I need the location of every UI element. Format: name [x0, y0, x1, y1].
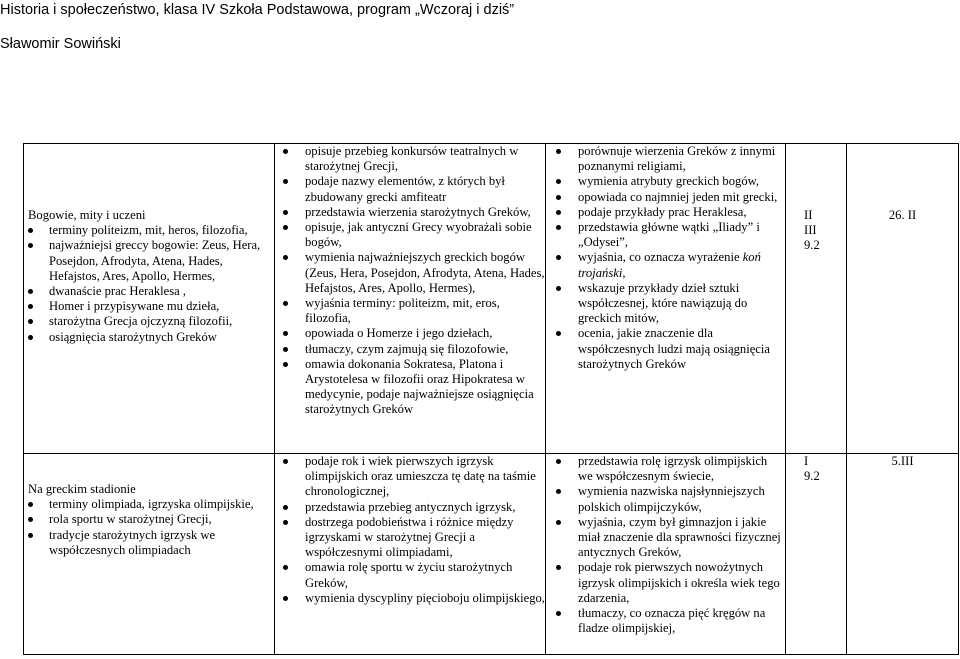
extended-requirements-cell [546, 144, 786, 454]
list-item: opisuje, jak antyczni Grecy wyobrażali sobie bogów, [275, 220, 545, 250]
list-item: tradycje starożytnych igrzysk we współczesnych olimpiadach [24, 528, 274, 558]
list-item: przedstawia główne wątki „Iliady” i „Odysei”, [546, 220, 785, 250]
list-item: Homer i przypisywane mu dzieła, [24, 299, 274, 314]
list-item: najważniejsi greccy bogowie: Zeus, Hera, Posejdon, Afrodyta, Atena, Hades, Hefajstos, Ares, Apollo, Hermes, [24, 238, 274, 284]
list-item: podaje rok i wiek pierwszych igrzysk olimpijskich oraz umieszcza tę datę na taśmie chronologicznej, [275, 454, 545, 500]
table-row [24, 144, 959, 454]
list-item: wyjaśnia, czym był gimnazjon i jakie miał znaczenie dla sprawności fizycznej antycznych Greków, [546, 515, 785, 561]
level-value: 9.2 [804, 469, 820, 484]
list-item: tłumaczy, czym zajmują się filozofowie, [275, 342, 545, 357]
level-cell [786, 144, 847, 454]
level-cell [786, 454, 847, 655]
list-item: porównuje wierzenia Greków z innymi poznanymi religiami, [546, 144, 785, 174]
list-item: opisuje przebieg konkursów teatralnych w starożytnej Grecji, [275, 144, 545, 174]
document-title: Historia i społeczeństwo, klasa IV Szkoła Podstawowa, program „Wczoraj i dziś” [0, 2, 515, 18]
list-item: przedstawia rolę igrzysk olimpijskich we współczesnym świecie, [546, 454, 785, 484]
list-item: wyjaśnia terminy: politeizm, mit, eros, filozofia, [275, 296, 545, 326]
extended-requirements-list [546, 144, 785, 372]
basic-requirements-list [275, 144, 545, 418]
basic-requirements-cell [275, 144, 546, 454]
topic-title: Na greckim stadionie [28, 482, 136, 496]
list-item: wskazuje przykłady dzieł sztuki współczesnej, które nawiązują do greckich mitów, [546, 281, 785, 327]
list-item: ocenia, jakie znaczenie dla współczesnych ludzi mają osiągnięcia starożytnych Greków [546, 326, 785, 372]
hours-value: 5.III [891, 454, 914, 468]
topic-list [24, 497, 274, 558]
list-item: podaje rok pierwszych nowożytnych igrzysk olimpijskich i określa wiek tego zdarzenia, [546, 560, 785, 606]
list-item: podaje przykłady prac Heraklesa, [546, 205, 785, 220]
list-item: wymienia najważniejszych greckich bogów (Zeus, Hera, Posejdon, Afrodyta, Atena, Hades, Hefajstos, Ares, Apollo, Hermes), [275, 250, 545, 296]
topic-title: Bogowie, mity i uczeni [28, 208, 146, 222]
document-author: Sławomir Sowiński [0, 36, 121, 52]
list-item: omawia dokonania Sokratesa, Platona i Arystotelesa w filozofii oraz Hipokratesa w medycynie, podaje najważniejsze osiągnięcia starożytnych Greków [275, 357, 545, 418]
list-item: starożytna Grecja ojczyzną filozofii, [24, 314, 274, 329]
level-value: II [804, 208, 813, 222]
hours-cell [847, 144, 959, 454]
emphasized-term: koń trojański [578, 250, 761, 280]
level-value: I [804, 454, 809, 468]
extended-requirements-list [546, 454, 785, 636]
list-item: omawia rolę sportu w życiu starożytnych Greków, [275, 560, 545, 590]
list-item: wymienia dyscypliny pięcioboju olimpijskiego, [275, 591, 545, 606]
hours-cell [847, 454, 959, 655]
list-item: terminy olimpiada, igrzyska olimpijskie, [24, 497, 274, 512]
list-item: rola sportu w starożytnej Grecji, [24, 512, 274, 527]
table-row [24, 454, 959, 655]
basic-requirements-list [275, 454, 545, 606]
topic-list [24, 223, 274, 345]
list-item: opowiada co najmniej jeden mit grecki, [546, 190, 785, 205]
hours-value: 26. II [888, 208, 917, 222]
list-item: dwanaście prac Heraklesa , [24, 284, 274, 299]
list-item: opowiada o Homerze i jego dziełach, [275, 326, 545, 341]
list-item: wyjaśnia, co oznacza wyrażenie koń trojański, [546, 250, 785, 280]
topic-cell [24, 144, 275, 454]
list-item: przedstawia wierzenia starożytnych Greków, [275, 205, 545, 220]
extended-requirements-cell [546, 454, 786, 655]
level-value: 9.2 [804, 238, 820, 253]
list-item: wymienia nazwiska najsłynniejszych polskich olimpijczyków, [546, 484, 785, 514]
list-item: terminy politeizm, mit, heros, filozofia, [24, 223, 274, 238]
list-item: tłumaczy, co oznacza pięć kręgów na fladze olimpijskiej, [546, 606, 785, 636]
list-item: osiągnięcia starożytnych Greków [24, 330, 274, 345]
list-item: podaje nazwy elementów, z których był zbudowany grecki amfiteatr [275, 174, 545, 204]
basic-requirements-cell [275, 454, 546, 655]
list-item: wymienia atrybuty greckich bogów, [546, 174, 785, 189]
topic-cell [24, 454, 275, 655]
level-value: III [804, 223, 817, 238]
list-item: przedstawia przebieg antycznych igrzysk, [275, 500, 545, 515]
list-item: dostrzega podobieństwa i różnice między igrzyskami w starożytnej Grecji a współczesnymi olimpiadami, [275, 515, 545, 561]
curriculum-table [23, 143, 959, 655]
